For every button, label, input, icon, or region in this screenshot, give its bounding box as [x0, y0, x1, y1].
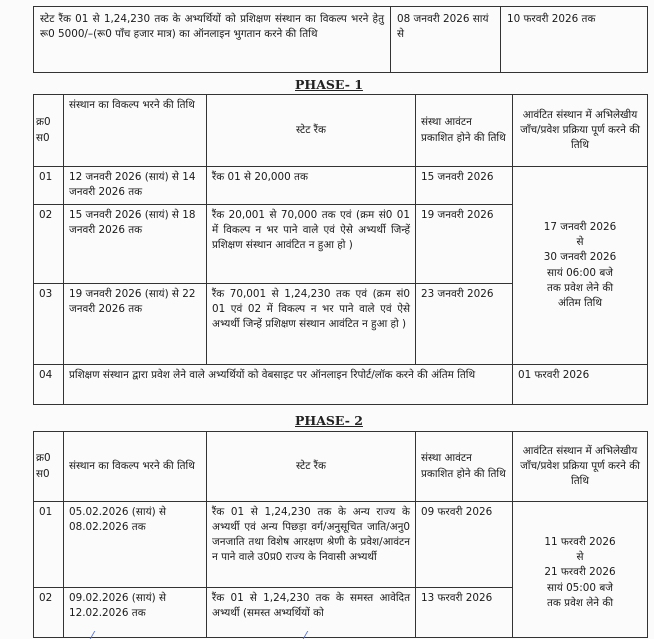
phase2-header-option-date: संस्थान का विकल्प भरने की तिथि — [64, 432, 207, 502]
phase1-row3-sno: 03 — [34, 284, 64, 365]
phase1-verify-merged — [513, 167, 648, 365]
phase2-row2-option-date: 09.02.2026 (सायं) से 12.02.2026 तक — [64, 588, 207, 638]
phase2-verify-l1: 11 फरवरी 2026 — [544, 536, 616, 549]
phase2-row2-state-rank: रैंक 01 से 1,24,230 तक के समस्त आवेदित अभ्यर्थी (समस्त अभ्यर्थियों को — [207, 588, 416, 638]
phase1-row4-sno: 04 — [34, 365, 64, 405]
phase1-verify-l2: से — [576, 236, 584, 249]
phase1-row2-option-date: 15 जनवरी 2026 (सायं) से 18 जनवरी 2026 तक — [64, 205, 207, 284]
phase2-row1-option-date: 05.02.2026 (सायं) से 08.02.2026 तक — [64, 502, 207, 588]
phase2-table — [33, 431, 648, 638]
phase2-header-sno: क्र0 स0 — [34, 432, 64, 502]
phase1-verify-l1: 17 जनवरी 2026 — [543, 221, 617, 234]
phase1-row3-option-date: 19 जनवरी 2026 (सायं) से 22 जनवरी 2026 तक — [64, 284, 207, 365]
phase2-row2-sno: 02 — [34, 588, 64, 638]
phase2-verify-l5: तक प्रवेश लेने की — [546, 596, 614, 609]
phase1-row2-allot-date: 19 जनवरी 2026 — [416, 205, 513, 284]
phase2-verify-merged — [513, 502, 648, 638]
phase2-row2-allot-date: 13 फरवरी 2026 — [416, 588, 513, 638]
phase1-row1-state-rank: रैंक 01 से 20,000 तक — [207, 167, 416, 205]
fee-payment-description: स्टेट रैंक 01 से 1,24,230 तक के अभ्यर्थियों को प्रशिक्षण संस्थान का विकल्प भरने हेतु रू0 5000/–(रू0 पाँच हजार मात्र) का ऑनलाइन भुगतान करने की तिथि — [34, 7, 391, 73]
phase1-verify-l5: तक प्रवेश लेने की — [546, 281, 614, 294]
phase1-row4-text: प्रशिक्षण संस्थान द्वारा प्रवेश लेने वाले अभ्यर्थियों को वेबसाइट पर ऑनलाइन रिपोर्ट/लॉक करने की अंतिम तिथि — [64, 365, 513, 405]
phase1-verify-l6: अंतिम तिथि — [557, 296, 602, 309]
phase1-header-state-rank: स्टेट रैंक — [207, 95, 416, 167]
fee-payment-start: 08 जनवरी 2026 सायं से — [391, 7, 501, 73]
phase1-header-allot-date: संस्था आवंटन प्रकाशित होने की तिथि — [416, 95, 513, 167]
phase1-row1-allot-date: 15 जनवरी 2026 — [416, 167, 513, 205]
phase1-row3-state-rank: रैंक 70,001 से 1,24,230 तक एवं (क्रम सं0 01 एवं 02 में विकल्प न भर पाने वाले एवं ऐसे अभ्यर्थी जिन्हें प्रशिक्षण संस्थान आवंटित न हुआ हो ) — [207, 284, 416, 365]
fee-payment-table — [33, 6, 648, 73]
phase2-header-allot-date: संस्था आवंटन प्रकाशित होने की तिथि — [416, 432, 513, 502]
phase1-row1-option-date: 12 जनवरी 2026 (सायं) से 14 जनवरी 2026 तक — [64, 167, 207, 205]
phase2-row1-sno: 01 — [34, 502, 64, 588]
phase2-verify-l3: 21 फरवरी 2026 — [544, 566, 616, 579]
phase1-row2-state-rank: रैंक 20,001 से 70,000 तक एवं (क्रम सं0 01 में विकल्प न भर पाने वाले एवं ऐसे अभ्यर्थी जिन्हें प्रशिक्षण संस्थान आवंटित न हुआ हो ) — [207, 205, 416, 284]
phase2-header-verify: आवंटित संस्थान में अभिलेखीय जाँच/प्रवेश प्रक्रिया पूर्ण करने की तिथि — [513, 432, 648, 502]
phase2-title: PHASE- 2 — [295, 413, 363, 428]
phase1-header-sno: क्र0 स0 — [34, 95, 64, 167]
phase1-verify-l3: 30 जनवरी 2026 — [543, 251, 617, 264]
phase2-verify-l2: से — [576, 551, 584, 564]
phase1-row2-sno: 02 — [34, 205, 64, 284]
phase2-header-state-rank: स्टेट रैंक — [207, 432, 416, 502]
phase2-row1-allot-date: 09 फरवरी 2026 — [416, 502, 513, 588]
phase1-header-verify: आवंटित संस्थान में अभिलेखीय जाँच/प्रवेश प्रक्रिया पूर्ण करने की तिथि — [513, 95, 648, 167]
phase2-verify-l4: सायं 05:00 बजे — [547, 581, 613, 594]
phase1-row4-date: 01 फरवरी 2026 — [513, 365, 648, 405]
fee-payment-end: 10 फरवरी 2026 तक — [501, 7, 648, 73]
phase1-title: PHASE- 1 — [295, 77, 363, 92]
phase1-table — [33, 94, 648, 405]
phase1-verify-l4: सायं 06:00 बजे — [547, 266, 613, 279]
phase2-row1-state-rank: रैंक 01 से 1,24,230 तक के अन्य राज्य के अभ्यर्थी एवं अन्य पिछड़ा वर्ग/अनुसूचित जाति/अनु0 जनजाति तथा विशेष आरक्षण श्रेणी के प्रवेश/आवंटन न पाने वाले उ0प्र0 राज्य के निवासी अभ्यर्थी — [207, 502, 416, 588]
phase1-row3-allot-date: 23 जनवरी 2026 — [416, 284, 513, 365]
phase1-header-option-date: संस्थान का विकल्प भरने की तिथि — [64, 95, 207, 167]
phase1-row1-sno: 01 — [34, 167, 64, 205]
